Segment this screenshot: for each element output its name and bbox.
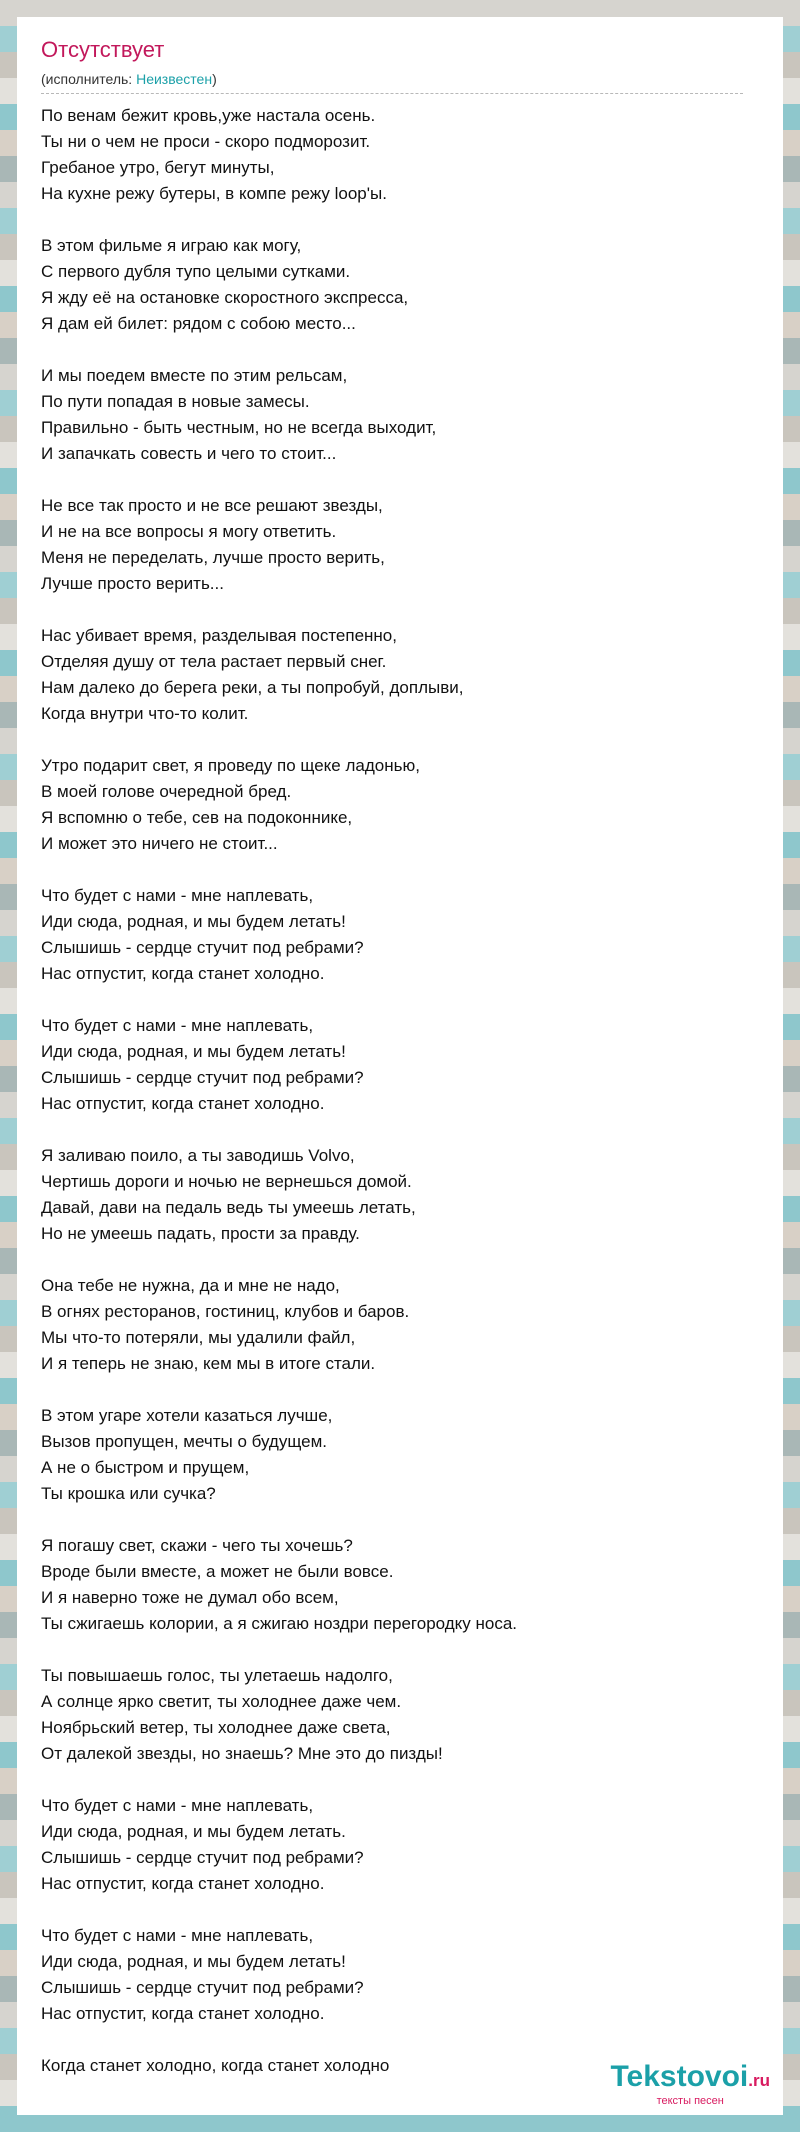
lyric-line: Когда станет холодно, когда станет холодно xyxy=(41,2056,390,2075)
lyrics-stanza xyxy=(41,1273,741,1377)
lyrics-stanza xyxy=(41,883,741,987)
lyric-line: Что будет с нами - мне наплевать, xyxy=(41,1796,314,1815)
lyric-line: Иди сюда, родная, и мы будем летать. xyxy=(41,1822,346,1841)
lyrics-stanza xyxy=(41,1533,741,1637)
lyrics-stanza xyxy=(41,363,741,467)
lyric-line: А солнце ярко светит, ты холоднее даже чем. xyxy=(41,1692,402,1711)
lyric-line: Не все так просто и не все решают звезды, xyxy=(41,496,383,515)
logo-wordmark xyxy=(610,2061,770,2097)
lyric-line: Нас отпустит, когда станет холодно. xyxy=(41,964,325,983)
lyric-line: С первого дубля тупо целыми сутками. xyxy=(41,262,351,281)
lyrics-stanza xyxy=(41,1143,741,1247)
lyric-line: Иди сюда, родная, и мы будем летать! xyxy=(41,912,346,931)
logo-tld: .ru xyxy=(748,2071,770,2090)
lyrics-stanza xyxy=(41,753,741,857)
lyric-line: Мы что-то потеряли, мы удалили файл, xyxy=(41,1328,356,1347)
lyric-line: Нас отпустит, когда станет холодно. xyxy=(41,1094,325,1113)
lyrics-card xyxy=(17,17,783,2115)
lyric-line: Нас убивает время, разделывая постепенно, xyxy=(41,626,397,645)
lyric-line: Что будет с нами - мне наплевать, xyxy=(41,886,314,905)
lyric-line: А не о быстром и прущем, xyxy=(41,1458,250,1477)
lyric-line: Ноябрьский ветер, ты холоднее даже света, xyxy=(41,1718,391,1737)
lyrics-stanza xyxy=(41,233,741,337)
lyric-line: И я наверно тоже не думал обо всем, xyxy=(41,1588,339,1607)
lyrics-stanza xyxy=(41,1793,741,1897)
lyric-line: Вызов пропущен, мечты о будущем. xyxy=(41,1432,327,1451)
lyric-line: Иди сюда, родная, и мы будем летать! xyxy=(41,1042,346,1061)
lyric-line: Она тебе не нужна, да и мне не надо, xyxy=(41,1276,340,1295)
lyric-line: Вроде были вместе, а может не были вовсе. xyxy=(41,1562,394,1581)
lyrics-stanza xyxy=(41,1923,741,2027)
lyric-line: В моей голове очередной бред. xyxy=(41,782,292,801)
lyric-line: Давай, дави на педаль ведь ты умеешь летать, xyxy=(41,1198,416,1217)
lyric-line: Правильно - быть честным, но не всегда выходит, xyxy=(41,418,437,437)
lyric-line: Гребаное утро, бегут минуты, xyxy=(41,158,275,177)
lyric-line: Я вспомню о тебе, сев на подоконнике, xyxy=(41,808,353,827)
lyrics-stanza xyxy=(41,623,741,727)
song-title: Отсутствует xyxy=(41,37,165,62)
lyrics-stanza xyxy=(41,493,741,597)
lyric-line: Нам далеко до берега реки, а ты попробуй, доплыви, xyxy=(41,678,464,697)
artist-link[interactable]: Неизвестен xyxy=(136,71,213,87)
lyric-line: Ты крошка или сучка? xyxy=(41,1484,216,1503)
lyric-line: Чертишь дороги и ночью не вернешься домой. xyxy=(41,1172,412,1191)
lyric-line: И мы поедем вместе по этим рельсам, xyxy=(41,366,348,385)
site-logo[interactable] xyxy=(610,2061,770,2107)
logo-tagline: тексты песен xyxy=(656,2095,724,2107)
lyric-line: Я жду её на остановке скоростного экспресса, xyxy=(41,288,409,307)
lyric-line: Меня не переделать, лучше просто верить, xyxy=(41,548,385,567)
lyric-line: По пути попадая в новые замесы. xyxy=(41,392,310,411)
lyric-line: Слышишь - сердце стучит под ребрами? xyxy=(41,1848,364,1867)
lyric-line: Ты ни о чем не проси - скоро подморозит. xyxy=(41,132,371,151)
lyric-line: В этом фильме я играю как могу, xyxy=(41,236,302,255)
lyric-line: Я дам ей билет: рядом с собою место... xyxy=(41,314,356,333)
logo-name: Tekstovoi xyxy=(610,2060,749,2093)
lyric-line: Нас отпустит, когда станет холодно. xyxy=(41,2004,325,2023)
lyric-line: Что будет с нами - мне наплевать, xyxy=(41,1016,314,1035)
artist-suffix: ) xyxy=(212,71,217,87)
lyric-line: Но не умеешь падать, прости за правду. xyxy=(41,1224,360,1243)
lyric-line: Слышишь - сердце стучит под ребрами? xyxy=(41,938,364,957)
lyric-line: По венам бежит кровь,уже настала осень. xyxy=(41,106,376,125)
lyric-line: И не на все вопросы я могу ответить. xyxy=(41,522,337,541)
lyric-line: И я теперь не знаю, кем мы в итоге стали. xyxy=(41,1354,376,1373)
lyric-line: Иди сюда, родная, и мы будем летать! xyxy=(41,1952,346,1971)
lyric-line: Ты сжигаешь колории, а я сжигаю ноздри перегородку носа. xyxy=(41,1614,518,1633)
lyric-line: Слышишь - сердце стучит под ребрами? xyxy=(41,1068,364,1087)
lyric-line: В этом угаре хотели казаться лучше, xyxy=(41,1406,333,1425)
lyric-line: Я погашу свет, скажи - чего ты хочешь? xyxy=(41,1536,353,1555)
lyrics-stanza xyxy=(41,1013,741,1117)
lyric-line: Утро подарит свет, я проведу по щеке ладонью, xyxy=(41,756,420,775)
lyric-line: В огнях ресторанов, гостиниц, клубов и баров. xyxy=(41,1302,410,1321)
lyric-line: На кухне режу бутеры, в компе режу loop'ы. xyxy=(41,184,387,203)
lyric-line: Нас отпустит, когда станет холодно. xyxy=(41,1874,325,1893)
lyric-line: Что будет с нами - мне наплевать, xyxy=(41,1926,314,1945)
lyric-line: От далекой звезды, но знаешь? Мне это до пизды! xyxy=(41,1744,443,1763)
lyric-line: И может это ничего не стоит... xyxy=(41,834,278,853)
artist-prefix: (исполнитель: xyxy=(41,71,137,87)
lyric-line: Ты повышаешь голос, ты улетаешь надолго, xyxy=(41,1666,393,1685)
lyric-line: Когда внутри что-то колит. xyxy=(41,704,249,723)
lyrics-body xyxy=(41,103,741,2105)
lyric-line: Лучше просто верить... xyxy=(41,574,224,593)
lyrics-stanza xyxy=(41,103,741,207)
lyrics-stanza xyxy=(41,1403,741,1507)
lyric-line: Отделяя душу от тела растает первый снег. xyxy=(41,652,387,671)
artist-line xyxy=(41,70,217,88)
header-divider xyxy=(41,93,743,94)
lyrics-stanza xyxy=(41,1663,741,1767)
lyric-line: Я заливаю поило, а ты заводишь Volvo, xyxy=(41,1146,355,1165)
lyric-line: И запачкать совесть и чего то стоит... xyxy=(41,444,337,463)
lyric-line: Слышишь - сердце стучит под ребрами? xyxy=(41,1978,364,1997)
